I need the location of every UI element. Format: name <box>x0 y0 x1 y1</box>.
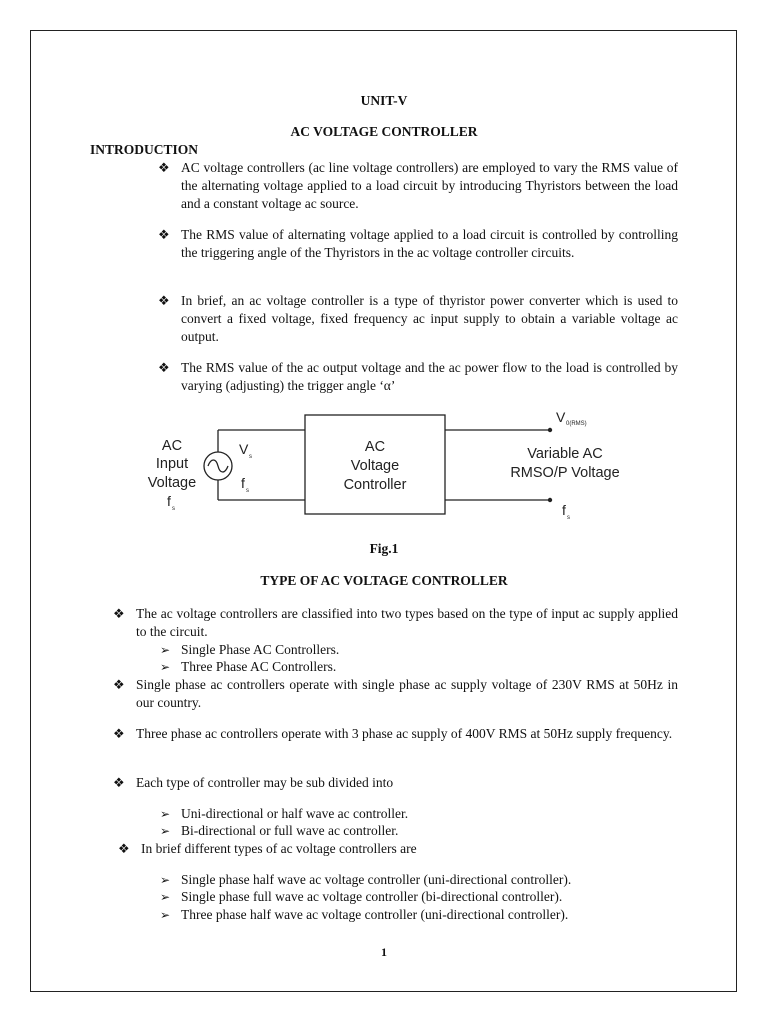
output-terminal-bottom <box>548 498 552 502</box>
types-heading: TYPE OF AC VOLTAGE CONTROLLER <box>260 573 508 588</box>
intro-heading: INTRODUCTION <box>90 142 199 157</box>
bullet-icon: ❖ <box>113 606 125 621</box>
bullet-icon: ❖ <box>113 677 125 692</box>
bullet-icon: ❖ <box>158 293 170 308</box>
input-freq: f <box>167 493 171 509</box>
three-phase-para: Three phase ac controllers operate with 3 phase ac supply of 400V RMS at 50Hz supply frequency. <box>136 726 673 741</box>
input-label-2: Input <box>155 456 189 472</box>
box-line-1: AC <box>364 439 386 455</box>
input-label-3: Voltage <box>147 475 197 491</box>
out-f: f <box>562 502 566 518</box>
out-v: V <box>556 409 566 425</box>
arrow-icon: ➢ <box>160 824 171 838</box>
types-list-item-2: Three Phase AC Controllers. <box>181 659 337 674</box>
bullet-icon: ❖ <box>113 775 125 790</box>
intro-point-1: AC voltage controllers (ac line voltage controllers) are employed to vary the RMS value of the alternating voltage applied to a load circuit by introducing Thyristors between the load and a constant voltage ac source. <box>181 160 678 211</box>
bullet-icon: ❖ <box>158 360 170 375</box>
box-line-2: Voltage <box>350 458 400 474</box>
brief-item-2: Single phase full wave ac voltage controller (bi-directional controller). <box>181 889 563 904</box>
vs-sub: s <box>249 454 252 460</box>
ac-voltage-controller-diagram <box>130 400 650 530</box>
brief-item-3: Three phase half wave ac voltage controller (uni-directional controller). <box>181 907 569 922</box>
arrow-icon: ➢ <box>160 660 171 674</box>
intro-point-3: In brief, an ac voltage controller is a type of thyristor power converter which is used to convert a fixed voltage, fixed frequency ac input supply to obtain a variable voltage ac output. <box>181 293 678 344</box>
intro-point-4: The RMS value of the ac output voltage and the ac power flow to the load is controlled by varying (adjusting) the trigger angle ‘α’ <box>181 360 678 393</box>
subdivide-item-1: Uni-directional or half wave ac controller. <box>181 806 409 821</box>
box-line-3: Controller <box>343 477 407 493</box>
brief-types-para: In brief different types of ac voltage controllers are <box>141 841 417 856</box>
fs-sub: s <box>246 488 249 494</box>
arrow-icon: ➢ <box>160 873 171 887</box>
bullet-icon: ❖ <box>113 726 125 741</box>
unit-title: UNIT-V <box>360 93 408 108</box>
fig-caption: Fig.1 <box>369 541 399 556</box>
arrow-icon: ➢ <box>160 908 171 922</box>
types-list-item-1: Single Phase AC Controllers. <box>181 642 340 657</box>
single-phase-para: Single phase ac controllers operate with single phase ac supply voltage of 230V RMS at 50Hz in our country. <box>136 677 678 710</box>
bullet-icon: ❖ <box>158 160 170 175</box>
types-intro: The ac voltage controllers are classified into two types based on the type of input ac supply applied to the circuit. <box>136 606 678 639</box>
bullet-icon: ❖ <box>158 227 170 242</box>
doc-title: AC VOLTAGE CONTROLLER <box>290 124 478 139</box>
arrow-icon: ➢ <box>160 643 171 657</box>
output-terminal-top <box>548 428 552 432</box>
arrow-icon: ➢ <box>160 890 171 904</box>
page-number: 1 <box>381 945 387 959</box>
out-f-sub: s <box>567 515 570 521</box>
vs-label: V <box>239 441 249 457</box>
arrow-icon: ➢ <box>160 807 171 821</box>
input-freq-sub: s <box>172 506 175 512</box>
out-label-2: RMSO/P Voltage <box>510 465 620 481</box>
subdivide-para: Each type of controller may be sub divided into <box>136 775 394 790</box>
fs-label: f <box>241 475 245 491</box>
out-label-1: Variable AC <box>527 446 603 462</box>
bullet-icon: ❖ <box>118 841 130 856</box>
out-v-sub: 0(RMS) <box>566 421 587 427</box>
brief-item-1: Single phase half wave ac voltage controller (uni-directional controller). <box>181 872 572 887</box>
intro-point-2: The RMS value of alternating voltage applied to a load circuit is controlled by controlling the triggering angle of the Thyristors in the ac voltage controller circuits. <box>181 227 678 260</box>
input-label-1: AC <box>161 438 183 454</box>
subdivide-item-2: Bi-directional or full wave ac controller. <box>181 823 399 838</box>
